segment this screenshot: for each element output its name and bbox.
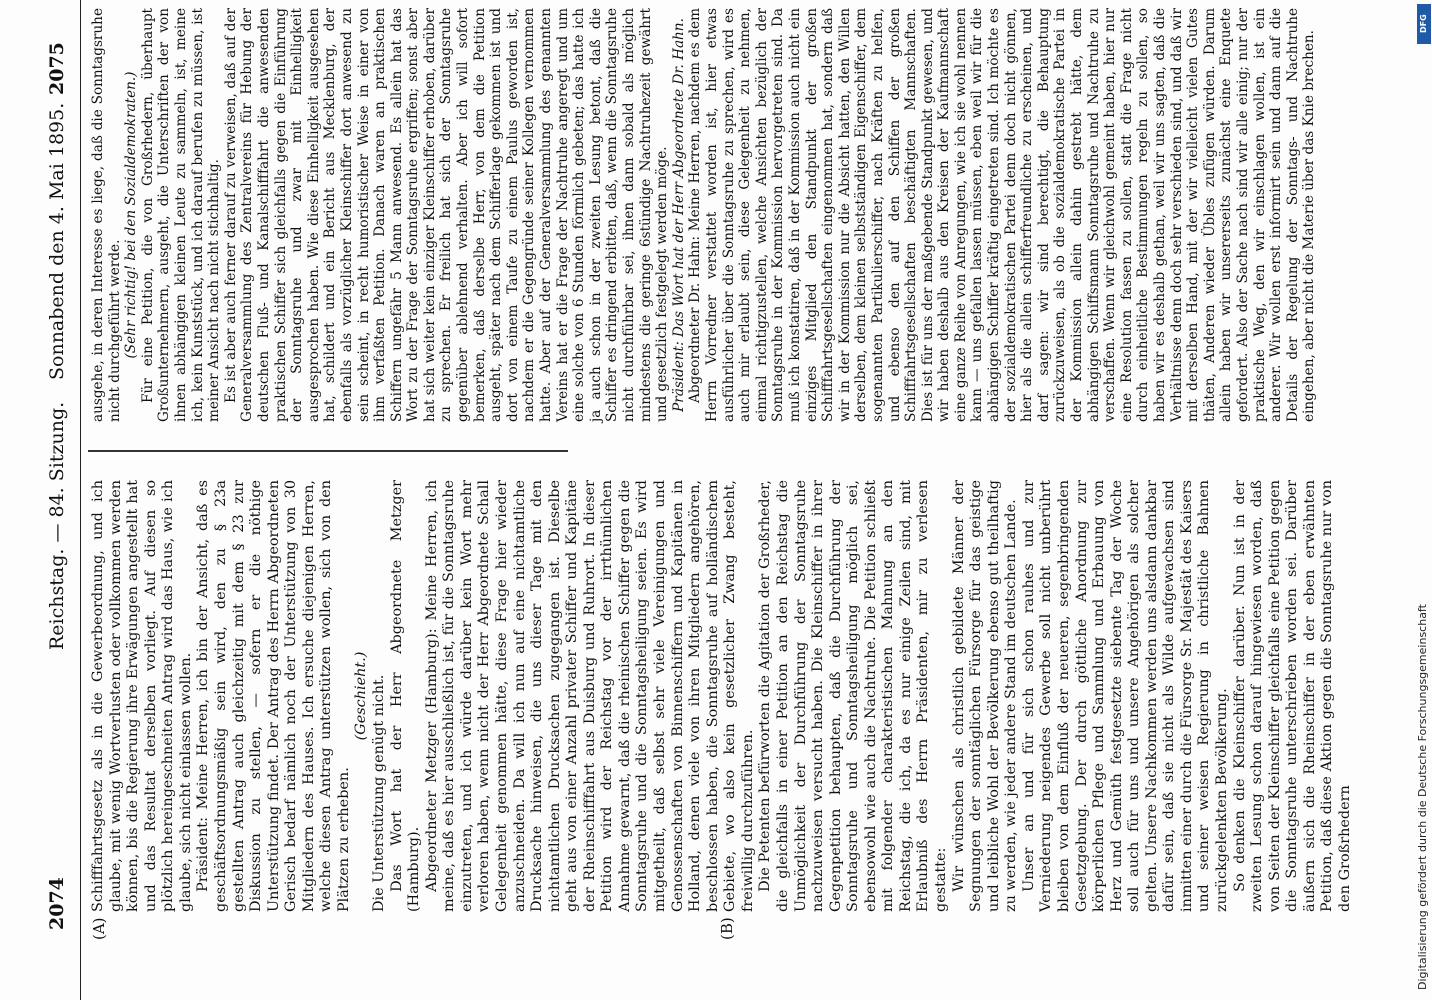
paragraph: Das Wort hat der Herr Abgeordnete Metzger (Hamburg).: [388, 480, 423, 912]
header-title: Reichstag. — 84. Sitzung.: [46, 401, 68, 650]
paragraph: Für eine Petition, die von Großrhedern, überhaupt Großunternehmern, ausgeht, die Unterschriften der von ihnen abhängigen kleinen Leute zu sammeln, ist, meine ich, kein Kunststück, und ich darauf berufen zu müssen, ist meiner Ansicht nach nicht stichhaltig.: [139, 8, 223, 422]
margin-marker-b: (B): [718, 917, 736, 940]
right-column: [90, 8, 1318, 422]
paragraph: ausgehe, in deren Interesse es liege, daß die Sonntagsruhe nicht durchgeführt werde.: [90, 8, 123, 422]
paragraph: So denken die Kleinschiffer darüber. Nun ist in der zweiten Lesung schon darauf hingewiesen worden, daß von Seiten der Kleinschiffer gleichfalls eine Petition gegen die Sonntagsruhe unterschrieben worden sei. Darüber äußern sich die Rheinschiffer in der eben erwähnten Petition, daß diese Aktion gegen die Sonntagsruhe nur von den Großrhedern: [1231, 480, 1353, 912]
credit-text: Digitalisierung gefördert durch die Deutsche Forschungsgemeinschaft: [1416, 604, 1429, 990]
paragraph: Die Petenten befürworten die Agitation der Großrheder, die gleichfalls in einer Petition an den Reichstag die Unmöglichkeit der Durchführung der Sonntagsruhe nachzuweisen versucht haben. Die Kleinschiffer in ihrer Gegenpetition behaupten, daß die Durchführung der Sonntagsruhe und Sonntagsheiligung möglich sei, ebensowohl wie auch die Nachtruhe. Die Petition schließt mit folgender charakteristischen Mahnung an den Reichstag, die ich, da es nur einige Zeilen sind, mit Erlaubniß des Herrn Präsidenten, mir zu verlesen gestatte:: [757, 480, 949, 912]
dfg-logo: DFG: [1417, 4, 1431, 44]
margin-marker-a: (A): [90, 917, 108, 940]
president-statement: Präsident: Meine Herren, ich bin der Ansicht, daß es geschäftsordnungsmäßig sein wird, den zu § 23a gestellten Antrag auch gleichzeitig mit dem § 23 zur Diskussion zu stellen, — sofern er die nöthige Unterstützung findet. Der Antrag des Herrn Abgeordneten Gerisch bedarf nämlich noch der Unterstützung von 30 Mitgliedern des Hauses. Ich ersuche diejenigen Herren, welche diesen Antrag unterstützen wollen, sich von den Plätzen zu erheben.: [195, 480, 352, 912]
president-statement: Präsident: Das Wort hat der Herr Abgeordnete Dr. Hahn.: [670, 18, 687, 412]
page-number-right: 2075: [46, 42, 68, 95]
running-head: [40, 0, 81, 1000]
quotation: Wir wünschen als christlich gebildete Männer der Segnungen der sonntäglichen Fürsorge für das geistige und leibliche Wohl der Bevölkerung ebenso gut theilhaftig zu werden, wie jeder andere Stand im deutschen Lande.: [950, 480, 1020, 912]
stage-direction: (Geschieht.): [353, 651, 370, 741]
paragraph: Es ist aber auch ferner darauf zu verweisen, daß auf der Generalversammlung des Zentralvereins für Hebung der deutschen Fluß- und Kanalschifffahrt die anwesenden praktischen Schiffer sich gleichfalls gegen die Einführung der Sonntagsruhe und zwar mit Einhelligkeit ausgesprochen haben. Wie diese Einhelligkeit ausgesehen hat, schildert und ein Bericht aus Mecklenburg, der ebenfalls als vorzüglicher Kleinschiffer dort anwesend zu sein scheint, in recht humoristischer Weise in einer von ihm verfaßten Petition. Danach waren an praktischen Schiffern ungefähr 5 Mann anwesend. Es allein hat das Wort zu der Frage der Sonntagsruhe ergriffen; sonst aber hat sich weiter kein einziger Kleinschiffer erhoben, darüber zu sprechen. Er freilich hat sich der Sonntagsruhe gegenüber ablehnend verhalten. Aber ich will sofort bemerken, daß derselbe Herr, von dem die Petition ausgeht, später nach dem Schifferlage gekommen ist und dort von einem Taufe zu einem Paulus geworden ist, nachdem er die Gegengründe seiner Kollegen vernommen hatte. Aber auf der Generalversammlung des genannten Vereins hat er die Frage der Nachtruhe angeregt und um eine solche von 6 Stunden förmlich gebeten; das hatte ich ja auch schon in der zweiten Lesung betont, daß die Schiffer es dringend erbitten, daß, wenn die Sonntagsruhe nicht durchführbar sei, ihnen dann sobald als möglich mindestens die geringe 6stündige Nachtruhezeit gewährt und gesetzlich festgelegt werden möge.: [222, 8, 671, 422]
paragraph: Schifffahrtsgesetz als in die Gewerbeordnung, und ich glaube, mit wenig Wortverlusten oder vollkommen werden können, bis die Regierung ihre Erwägungen angestellt hat und das Resultat derselben vorliegt. Auf diesen so plötzlich hereingeschneiten Antrag wird das Haus, wie ich glaube, sich nicht einlassen wollen.: [90, 480, 194, 912]
speech-metzger: Abgeordneter Metzger (Hamburg): Meine Herren, ich meine, daß es hier ausschließlich ist, für die Sonntagsruhe einzutreten, und ich würde darüber kein Wort mehr verloren haben, wenn nicht der Herr Abgeordnete Schall Gelegenheit genommen hätte, diese Frage hier wieder anzuschneiden. Da will ich nun auf eine nichtamtliche Drucksache hinweisen, die uns dieser Tage mit den nichtamtlichen Drucksachen zugegangen ist. Dieselbe geht aus von einer Anzahl privater Schiffer und Kapitäne der Rheinschifffahrt aus Duisburg und Ruhrort. In dieser Petition wird der Reichstag vor der irrthümlichen Annahme gewarnt, daß die rheinischen Schiffer gegen die Sonntagsruhe und die Sonntagsheiligung seien. Es wird mitgetheilt, daß selbst sehr viele Vereinigungen und Genossenschaften von Binnenschiffern und Kapitänen in Holland, denen viele von ihren Mitgliedern angehören, beschlossen haben, die Sonntagsruhe auf holländischem Gebiete, wo also kein gesetzlicher Zwang besteht, freiwillig durchzuführen.: [423, 480, 756, 912]
digitization-credit: [1414, 0, 1432, 1000]
speech-hahn: Abgeordneter Dr. Hahn: Meine Herren, nachdem es dem Herrn Vorredner verstattet worden ist, hier etwas ausführlicher über die Sonntagsruhe zu sprechen, wird es auch mir erlaubt sein, diese Gelegenheit zu nehmen, einmal richtigzustellen, welche Ansichten bezüglich der Sonntagsruhe in der Kommission hervorgetreten sind. Da muß ich konstatiren, daß in der Kommission auch nicht ein einziges Mitglied den Standpunkt der großen Schifffahrtsgesellschaften eingenommen hat, sondern daß wir in der Kommission nur die Absicht hatten, den Willen derselben, dem kleinen selbstständigen Eigenschiffer, dem sogenannten Partikulierschiffer, nach Kräften zu helfen, und ebenso den auf den Schiffen der großen Schifffahrtsgesellschaften beschäftigten Mannschaften. Dies ist für uns der maßgebende Standpunkt gewesen, und wir haben deshalb aus den Kreisen der Kaufmannschaft eine ganze Reihe von Anregungen, wie ich sie wohl nennen kann — uns gefallen lassen müssen, eben weil wir für die abhängigen Schiffer kräftig eingetreten sind. Ich möchte es der sozialdemokratischen Partei denn doch nicht gönnen, hier als die allein schifferfreundliche zu erscheinen, und darf sagen: wir sind berechtigt, die Behauptung zurückzuweisen, als ob die sozialdemokratische Partei in der Kommission allein dahin gestrebt hätte, dem abhängigen Schiffsmann Sonntagsruhe und Nachtruhe zu verschaffen. Wenn wir gleichwohl gemeint haben, hier nur eine Resolution fassen zu sollen, statt die Frage nicht durch einheitliche Bestimmungen regeln zu sollen, so haben wir es deshalb gethan, weil wir uns sagten, daß die Verhältnisse denn doch sehr verschieden sind, und daß wir mit derselben Hand, mit der wir vielleicht vielen Gutes thäten, Anderen wieder Übles zufügen würden. Darum allein haben wir unsererseits zunächst eine Enquete gefordert. Also der Sache nach sind wir alle einig; nur der praktische Weg, den wir einschlagen wollen, ist ein anderer. Wir wollen erst informirt sein und dann auf die Details der Regelung der Sonntags- und Nachtruhe eingehen, aber nicht die Materie über das Knie brechen.: [687, 8, 1318, 422]
column-divider: [88, 451, 568, 453]
stage-direction: (Sehr richtig! bei den Sozialdemokraten.): [123, 71, 140, 359]
header-date: Sonnabend den 4. Mai 1895.: [46, 102, 68, 380]
paragraph: Die Unterstützung genügt nicht.: [371, 674, 387, 912]
page-number: 2074: [46, 877, 68, 930]
quotation: Unser an und für sich schon rauhes und zur Verniederung neigendes Gewerbe soll nicht unberührt bleiben von dem Einfluß der neueren, segenbringenden Gesetzgebung. Der durch göttliche Anordnung zur körperlichen Pflege und Sammlung und Erbauung von Herz und Gemüth festgesetzte siebente Tag der Woche soll auch für uns und unsere Angehörigen als solcher gelten. Unsere Nachkommen werden uns alsdann dankbar dafür sein, daß sie nicht als Wilde aufgewachsen sind inmitten einer durch die Fürsorge Sr. Majestät des Kaisers und seiner weisen Regierung in christliche Bahnen zurückgelenkten Bevölkerung.: [1020, 480, 1230, 912]
left-column: [90, 480, 1355, 912]
